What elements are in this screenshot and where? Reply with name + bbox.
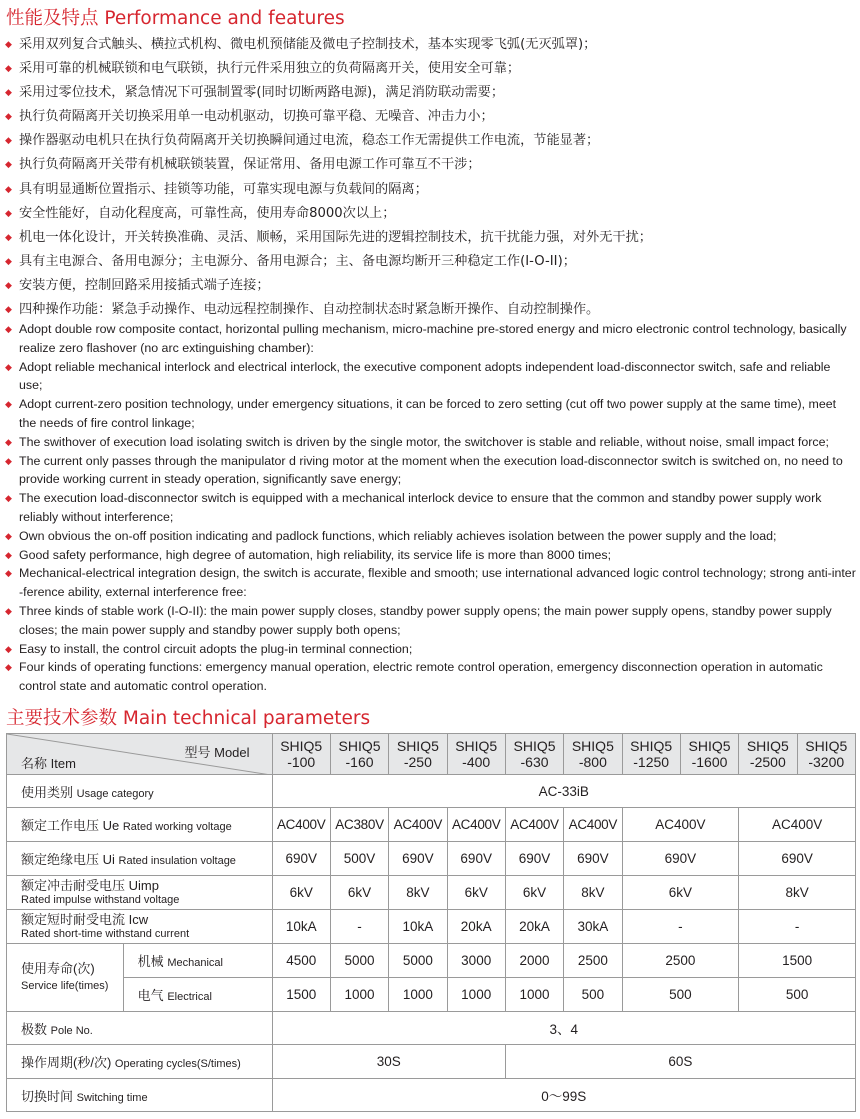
model-header: SHIQ5 -400	[447, 734, 505, 775]
table-cell: AC400V	[564, 808, 622, 842]
table-cell: 10kA	[389, 910, 447, 944]
feature-item	[4, 226, 856, 250]
diamond-bullet-icon: ◆	[5, 436, 12, 447]
feature-text: 四种操作功能：紧急手动操作、电动远程控制操作、自动控制状态时紧急断开操作、自动控制操作。	[19, 302, 600, 318]
feature-text: 具有明显通断位置指示、挂锁等功能，可靠实现电源与负载间的隔离；	[19, 181, 428, 197]
feature-text: Adopt reliable mechanical interlock and electrical interlock, the executive component adopts independent load-disconnector switch, safe and reliable use;	[19, 359, 831, 393]
feature-text: The execution load-disconnector switch is equipped with a mechanical interlock device to ensure that the common and standby power supply work reliably without interference;	[19, 491, 822, 524]
diamond-bullet-icon: ◆	[5, 530, 12, 541]
diamond-bullet-icon: ◆	[5, 549, 12, 560]
feature-item	[4, 602, 856, 640]
feature-text: The swithover of execution load isolating switch is driven by the single motor, the switchover is stable and reliable, without noise, small impact force;	[19, 434, 829, 449]
table-cell: AC400V	[389, 808, 447, 842]
table-row-impulse-voltage	[7, 876, 856, 910]
diamond-bullet-icon: ◆	[5, 160, 12, 171]
table-cell: 10kA	[272, 910, 330, 944]
feature-text: 安装方便，控制回路采用接插式端子连接；	[19, 277, 270, 293]
diamond-bullet-icon: ◆	[5, 493, 12, 504]
feature-text: 采用过零位技术，紧急情况下可强制置零(同时切断两路电源)，满足消防联动需要；	[19, 85, 505, 101]
row-label: 额定冲击耐受电压 Uimp Rated impulse withstand voltage	[7, 876, 273, 910]
table-cell: 1000	[330, 978, 388, 1012]
table-row-electrical-life	[7, 978, 856, 1012]
sub-row-label: 机械 Mechanical	[123, 944, 272, 978]
feature-item	[4, 178, 856, 202]
table-cell: 1500	[739, 944, 856, 978]
technical-parameters-table	[6, 733, 856, 1112]
diamond-bullet-icon: ◆	[5, 40, 12, 50]
features-list-english	[4, 320, 856, 696]
feature-item	[4, 57, 856, 81]
feature-text: 安全性能好，自动化程度高，可靠性高，使用寿命8000次以上；	[19, 205, 396, 221]
parameters-title: 主要技术参数 Main technical parameters	[6, 708, 371, 729]
features-list-chinese	[4, 33, 856, 322]
corner-cell	[7, 734, 273, 775]
table-cell: AC400V	[505, 808, 563, 842]
diamond-bullet-icon: ◆	[5, 256, 12, 267]
table-row-operating-cycles	[7, 1045, 856, 1079]
feature-text: Mechanical-electrical integration design, the switch is accurate, flexible and smooth; use international advanced logic control technology; strong anti-inter -ference ability, external interference free:	[19, 566, 856, 600]
table-cell: 690V	[272, 842, 330, 876]
model-header: SHIQ5 -250	[389, 734, 447, 775]
table-cell: -	[622, 910, 739, 944]
diamond-bullet-icon: ◆	[5, 324, 12, 334]
table-cell: 6kV	[330, 876, 388, 910]
feature-text: 具有主电源合、备用电源分；主电源分、备用电源合；主、备电源均断开三种稳定工作(I-O-II)；	[19, 253, 576, 269]
diamond-bullet-icon: ◆	[5, 88, 12, 99]
feature-item	[4, 546, 856, 565]
diamond-bullet-icon: ◆	[5, 455, 12, 466]
table-cell: 6kV	[505, 876, 563, 910]
feature-item	[4, 395, 856, 433]
table-cell: 3000	[447, 944, 505, 978]
diamond-bullet-icon: ◆	[5, 208, 12, 219]
features-title: 性能及特点 Performance and features	[6, 8, 345, 29]
table-cell: 690V	[622, 842, 739, 876]
table-cell: 60S	[505, 1045, 855, 1079]
table-cell: -	[330, 910, 388, 944]
table-cell: 6kV	[447, 876, 505, 910]
feature-text: Easy to install, the control circuit adopts the plug-in terminal connection;	[19, 641, 413, 656]
item-header-label: 名称 Item	[21, 756, 76, 771]
table-cell: 1000	[447, 978, 505, 1012]
feature-item	[4, 452, 856, 490]
switching-time-value: 0～99S	[272, 1079, 855, 1112]
table-row-mechanical-life	[7, 944, 856, 978]
feature-text: 机电一体化设计，开关转换准确、灵活、顺畅，采用国际先进的逻辑控制技术，抗干扰能力强，对外无干扰；	[19, 229, 652, 245]
feature-text: 执行负荷隔离开关带有机械联锁装置，保证常用、备用电源工作可靠互不干涉；	[19, 157, 481, 173]
row-label: 额定短时耐受电流 Icw Rated short-time withstand current	[7, 910, 273, 944]
feature-text: The current only passes through the manipulator d riving motor at the moment when the execution load-disconnector switch is switched on, no need to provide working current in steady operation, significantly save energy;	[19, 453, 843, 487]
feature-text: Good safety performance, high degree of automation, high reliability, its service life is more than 8000 times;	[19, 547, 612, 562]
sub-row-label: 电气 Electrical	[123, 978, 272, 1012]
table-row-working-voltage	[7, 808, 856, 842]
feature-text: 执行负荷隔离开关切换采用单一电动机驱动，切换可靠平稳、无噪音、冲击力小；	[19, 109, 494, 125]
feature-item	[4, 33, 856, 57]
diamond-bullet-icon: ◆	[5, 662, 12, 673]
diamond-bullet-icon: ◆	[5, 605, 12, 616]
diamond-bullet-icon: ◆	[5, 361, 12, 372]
row-label: 极数 Pole No.	[7, 1012, 273, 1045]
table-cell: 500	[739, 978, 856, 1012]
feature-item	[4, 527, 856, 546]
table-cell: AC400V	[447, 808, 505, 842]
feature-text: Four kinds of operating functions: emergency manual operation, electric remote control operation, emergency disconnection operation in automatic control state and automatic control operation.	[19, 660, 823, 694]
feature-item	[4, 81, 856, 105]
table-row-insulation-voltage	[7, 842, 856, 876]
row-label: 使用寿命(次) Service life(times)	[7, 944, 124, 1012]
feature-item	[4, 564, 856, 602]
feature-item	[4, 658, 856, 696]
model-header: SHIQ5 -2500	[739, 734, 797, 775]
feature-item	[4, 274, 856, 298]
row-label: 切换时间 Switching time	[7, 1079, 273, 1112]
usage-value: AC-33iB	[272, 775, 855, 808]
table-cell: 1000	[389, 978, 447, 1012]
diamond-bullet-icon: ◆	[5, 399, 12, 410]
row-label: 额定绝缘电压 Ui Rated insulation voltage	[7, 842, 273, 876]
row-label: 额定工作电压 Ue Rated working voltage	[7, 808, 273, 842]
table-cell: 2500	[564, 944, 622, 978]
feature-item	[4, 129, 856, 153]
table-cell: 6kV	[272, 876, 330, 910]
model-header: SHIQ5 -1250	[622, 734, 680, 775]
table-cell: 690V	[739, 842, 856, 876]
feature-text: Adopt double row composite contact, horizontal pulling mechanism, micro-machine pre-stored energy and micro electronic control technology, basically realize zero flashover (no arc extinguishing chamber):	[19, 322, 847, 355]
model-header: SHIQ5 -630	[505, 734, 563, 775]
table-header-row	[7, 734, 856, 775]
table-cell: 20kA	[447, 910, 505, 944]
feature-text: Own obvious the on-off position indicating and padlock functions, which reliably achieves isolation between the power supply and the load;	[19, 528, 777, 543]
table-cell: 30kA	[564, 910, 622, 944]
table-cell: AC380V	[330, 808, 388, 842]
model-header: SHIQ5 -100	[272, 734, 330, 775]
feature-text: 操作器驱动电机只在执行负荷隔离开关切换瞬间通过电流，稳态工作无需提供工作电流，节能显著；	[19, 133, 600, 149]
table-row-switching-time	[7, 1079, 856, 1112]
table-cell: 1000	[505, 978, 563, 1012]
table-cell: 5000	[330, 944, 388, 978]
table-cell: 500	[564, 978, 622, 1012]
feature-text: Adopt current-zero position technology, under emergency situations, it can be forced to zero setting (cut off two power supply at the same time), meet the needs of fire control linkage;	[19, 397, 837, 430]
feature-item	[4, 105, 856, 129]
diamond-bullet-icon: ◆	[5, 232, 12, 243]
feature-item	[4, 250, 856, 274]
model-header: SHIQ5 -3200	[797, 734, 856, 775]
row-label: 操作周期(秒/次) Operating cycles(S/times)	[7, 1045, 273, 1079]
diamond-bullet-icon: ◆	[5, 64, 12, 75]
feature-text: 采用可靠的机械联锁和电气联锁，执行元件采用独立的负荷隔离开关，使用安全可靠；	[19, 61, 521, 77]
feature-text: 采用双列复合式触头、横拉式机构、微电机预储能及微电子控制技术，基本实现零飞弧(无灭弧罩)；	[19, 37, 597, 52]
table-cell: 30S	[272, 1045, 505, 1079]
feature-item	[4, 298, 856, 322]
table-cell: 690V	[505, 842, 563, 876]
feature-text: Three kinds of stable work (I-O-II): the main power supply closes, standby power supply opens; the main power supply opens, standby power supply closes; the main power supply and standby power supply both opens;	[19, 603, 832, 637]
table-cell: 500V	[330, 842, 388, 876]
table-cell: -	[739, 910, 856, 944]
table-row-pole	[7, 1012, 856, 1045]
model-header: SHIQ5 -800	[564, 734, 622, 775]
table-cell: AC400V	[622, 808, 739, 842]
table-cell: 8kV	[564, 876, 622, 910]
table-cell: 8kV	[739, 876, 856, 910]
table-cell: 690V	[564, 842, 622, 876]
diamond-bullet-icon: ◆	[5, 184, 12, 195]
diamond-bullet-icon: ◆	[5, 136, 12, 147]
table-cell: 20kA	[505, 910, 563, 944]
table-cell: 2000	[505, 944, 563, 978]
model-header: SHIQ5 -1600	[680, 734, 738, 775]
feature-item	[4, 202, 856, 226]
table-row-short-time-current	[7, 910, 856, 944]
table-cell: 4500	[272, 944, 330, 978]
table-cell: AC400V	[272, 808, 330, 842]
feature-item	[4, 358, 856, 396]
feature-item	[4, 320, 856, 358]
table-cell: 500	[622, 978, 739, 1012]
model-header-label: 型号 Model	[184, 745, 250, 760]
diamond-bullet-icon: ◆	[5, 643, 12, 654]
table-row-usage	[7, 775, 856, 808]
table-cell: 6kV	[622, 876, 739, 910]
feature-item	[4, 489, 856, 527]
feature-item	[4, 153, 856, 177]
table-cell: AC400V	[739, 808, 856, 842]
diamond-bullet-icon: ◆	[5, 305, 12, 316]
diamond-bullet-icon: ◆	[5, 280, 12, 291]
table-cell: 1500	[272, 978, 330, 1012]
table-cell: 2500	[622, 944, 739, 978]
diamond-bullet-icon: ◆	[5, 568, 12, 579]
diamond-bullet-icon: ◆	[5, 112, 12, 123]
feature-item	[4, 640, 856, 659]
table-cell: 690V	[447, 842, 505, 876]
table-cell: 5000	[389, 944, 447, 978]
feature-item	[4, 433, 856, 452]
table-cell: 690V	[389, 842, 447, 876]
table-cell: 8kV	[389, 876, 447, 910]
row-label: 使用类别 Usage category	[7, 775, 273, 808]
model-header: SHIQ5 -160	[330, 734, 388, 775]
pole-value: 3、4	[272, 1012, 855, 1045]
